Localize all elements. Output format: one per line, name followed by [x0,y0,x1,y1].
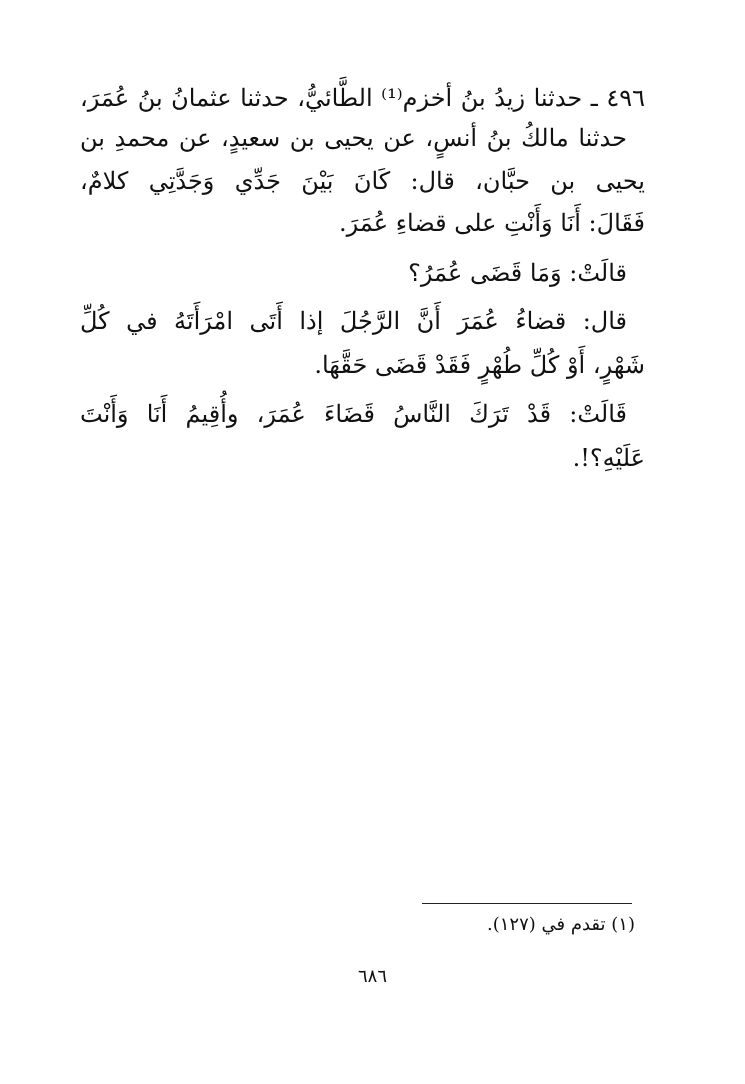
hadith-line-2: حدثنا مالكُ بنُ أنسٍ، عن يحيى بن سعيدٍ، عن محمدِ بن [80,124,627,152]
hadith-line-7: شَهْرٍ، أَوْ كُلِّ طُهْرٍ فَقَدْ قَضَى حَقَّهَا. [314,351,645,379]
hadith-line-1: ٤٩٦ ـ حدثنا زيدُ بنُ أخزم⁽¹⁾ الطَّائيُّ، حدثنا عثمانُ بنُ عُمَرَ، [80,84,645,112]
page-number: ٦٨٦ [357,966,387,987]
hadith-line-8: قَالَتْ: قَدْ تَرَكَ النَّاسُ قَضَاءَ عُمَرَ، وأُقِيمُ أَنَا وَأَنْتَ [80,400,627,428]
hadith-line-6: قال: قضاءُ عُمَرَ أَنَّ الرَّجُلَ إذا أَتَى امْرَأَتَهُ في كُلِّ [80,307,627,335]
hadith-line-5: قالَتْ: وَمَا قَضَى عُمَرُ؟ [408,259,627,287]
hadith-line-4: فَقَالَ: أَنَا وَأَنْتِ على قضاءِ عُمَرَ. [339,209,645,237]
hadith-line-9: عَلَيْهِ؟!. [572,444,645,472]
hadith-line-3: يحيى بن حبَّان، قال: كَانَ بَيْنَ جَدِّي وَجَدَّتِي كلامٌ، [80,167,645,195]
footnote: (١) تقدم في (١٢٧). [487,914,635,935]
footnote-divider [422,903,632,904]
